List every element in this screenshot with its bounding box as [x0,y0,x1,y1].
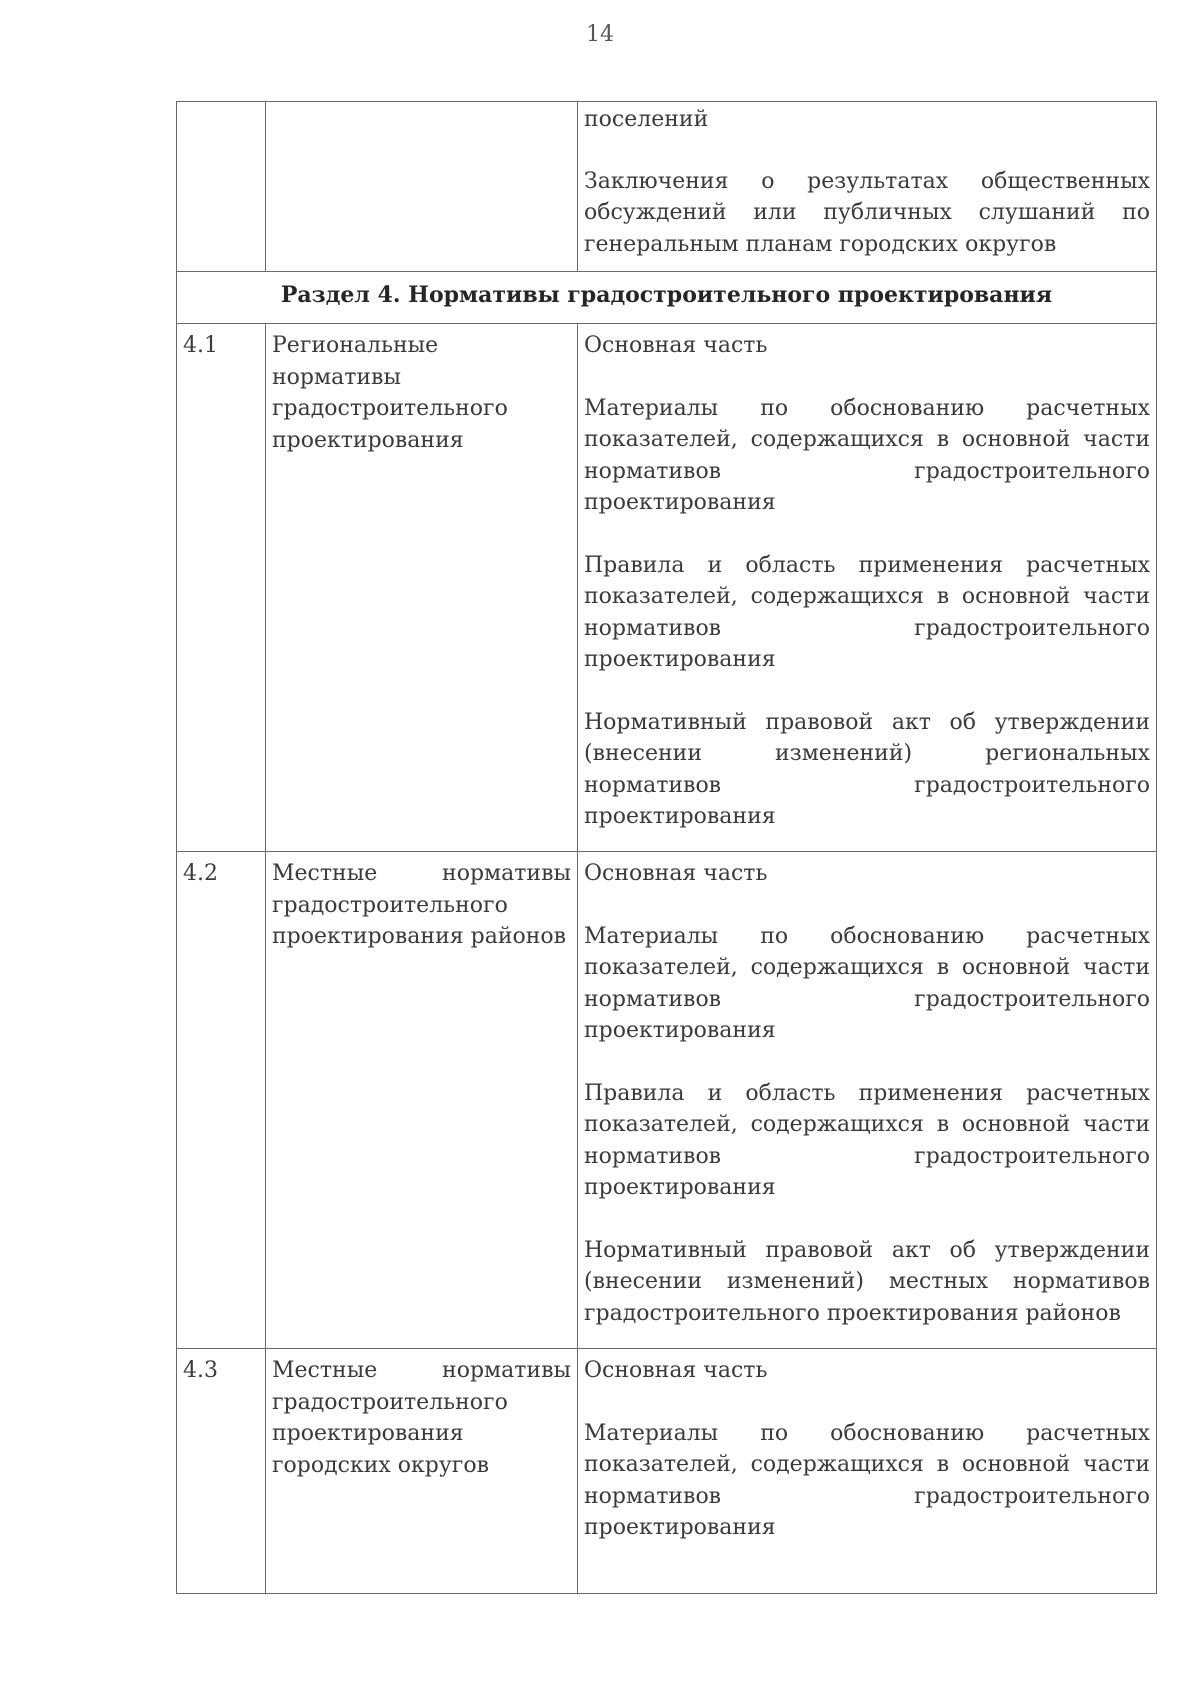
document-item: Основная часть [584,1358,768,1383]
document-item: Материалы по обоснованию расчетных показателей, содержащихся в основной части нормативов градостроительного проектирования [584,1420,1150,1540]
section-header-row [177,272,1157,324]
name-cell [266,102,578,272]
document-item: Материалы по обоснованию расчетных показателей, содержащихся в основной части нормативов градостроительного проектирования [584,395,1150,515]
document-item: Основная часть [584,861,768,886]
row-number: 4.1 [177,324,266,852]
row-number: 4.2 [177,852,266,1349]
documents-table [176,101,1157,1594]
document-item: поселений [584,107,709,132]
row-name: Местные нормативы градостроительного проектирования районов [266,852,578,1349]
table-row [177,324,1157,852]
row-name: Местные нормативы градостроительного проектирования городских округов [266,1349,578,1594]
document-item: Заключения о результатах общественных обсуждений или публичных слушаний по генеральным планам городских округов [584,168,1150,257]
document-item: Правила и область применения расчетных показателей, содержащихся в основной части нормативов градостроительного проектирования [584,1080,1150,1200]
document-item: Основная часть [584,333,768,358]
section-title: Раздел 4. Нормативы градостроительного проектирования [177,272,1157,324]
documents-cell [578,102,1157,272]
document-item: Материалы по обоснованию расчетных показателей, содержащихся в основной части нормативов градостроительного проектирования [584,923,1150,1043]
documents-cell [578,1349,1157,1594]
document-item: Правила и область применения расчетных показателей, содержащихся в основной части нормативов градостроительного проектирования [584,552,1150,672]
document-item: Нормативный правовой акт об утверждении (внесении изменений) местных нормативов градостроительного проектирования районов [584,1237,1150,1326]
page-number: 14 [586,22,614,47]
documents-cell [578,324,1157,852]
row-name: Региональные нормативы градостроительного проектирования [266,324,578,852]
documents-cell [578,852,1157,1349]
number-cell [177,102,266,272]
document-item: Нормативный правовой акт об утверждении (внесении изменений) региональных нормативов градостроительного проектирования [584,709,1150,829]
table-row [177,1349,1157,1594]
table-row-continuation [177,102,1157,272]
table-row [177,852,1157,1349]
row-number: 4.3 [177,1349,266,1594]
